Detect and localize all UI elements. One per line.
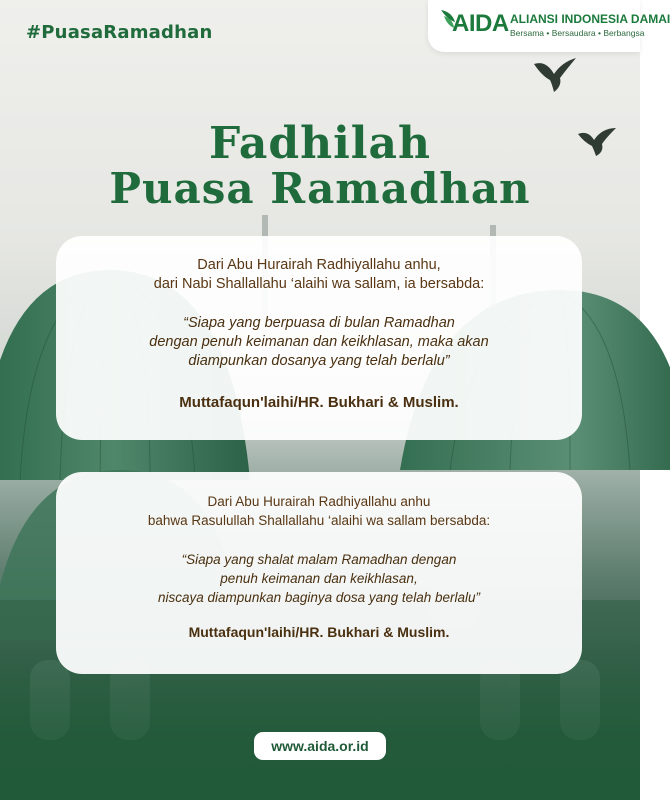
page-title-line1: Fadhilah (208, 118, 432, 169)
quote-line: “Siapa yang berpuasa di bulan Ramadhan (183, 315, 455, 331)
hadith-source: Muttafaqun'laihi/HR. Bukhari & Muslim. (188, 624, 450, 640)
logo-org-name: ALIANSI INDONESIA DAMAI (510, 12, 670, 26)
logo-wordmark: AIDA (452, 10, 509, 37)
logo-tagline: Bersama • Bersaudara • Berbangsa (510, 28, 645, 38)
website-link[interactable]: www.aida.or.id (254, 732, 386, 760)
quote-line: diampunkan dosanya yang telah berlalu” (188, 353, 450, 369)
hadith-source: Muttafaqun'laihi/HR. Bukhari & Muslim. (179, 394, 459, 411)
hadith-card (56, 472, 582, 674)
quote-line: “Siapa yang shalat malam Ramadhan dengan (181, 552, 457, 567)
narration-line: bahwa Rasulullah Shallallahu ‘alaihi wa sallam bersabda: (147, 513, 491, 528)
hadith-card (56, 236, 582, 440)
hashtag: #PuasaRamadhan (26, 22, 213, 43)
aida-logo[interactable] (428, 0, 670, 52)
narration (56, 492, 582, 530)
narration-line: Dari Abu Hurairah Radhiyallahu anhu, (197, 257, 441, 273)
quote-line: dengan penuh keimanan dan keikhlasan, maka akan (149, 334, 489, 350)
narration-line: dari Nabi Shallallahu ‘alaihi wa sallam, ia bersabda: (153, 276, 485, 292)
quote-line: penuh keimanan dan keikhlasan, (220, 571, 418, 586)
hadith-quote (56, 550, 582, 607)
quote-line: niscaya diampunkan baginya dosa yang telah berlalu” (158, 590, 480, 605)
bird-icon (532, 56, 580, 96)
narration (56, 256, 582, 294)
hadith-quote (56, 314, 582, 371)
narration-line: Dari Abu Hurairah Radhiyallahu anhu (207, 494, 431, 509)
page-title-line2: Puasa Ramadhan (109, 164, 531, 213)
